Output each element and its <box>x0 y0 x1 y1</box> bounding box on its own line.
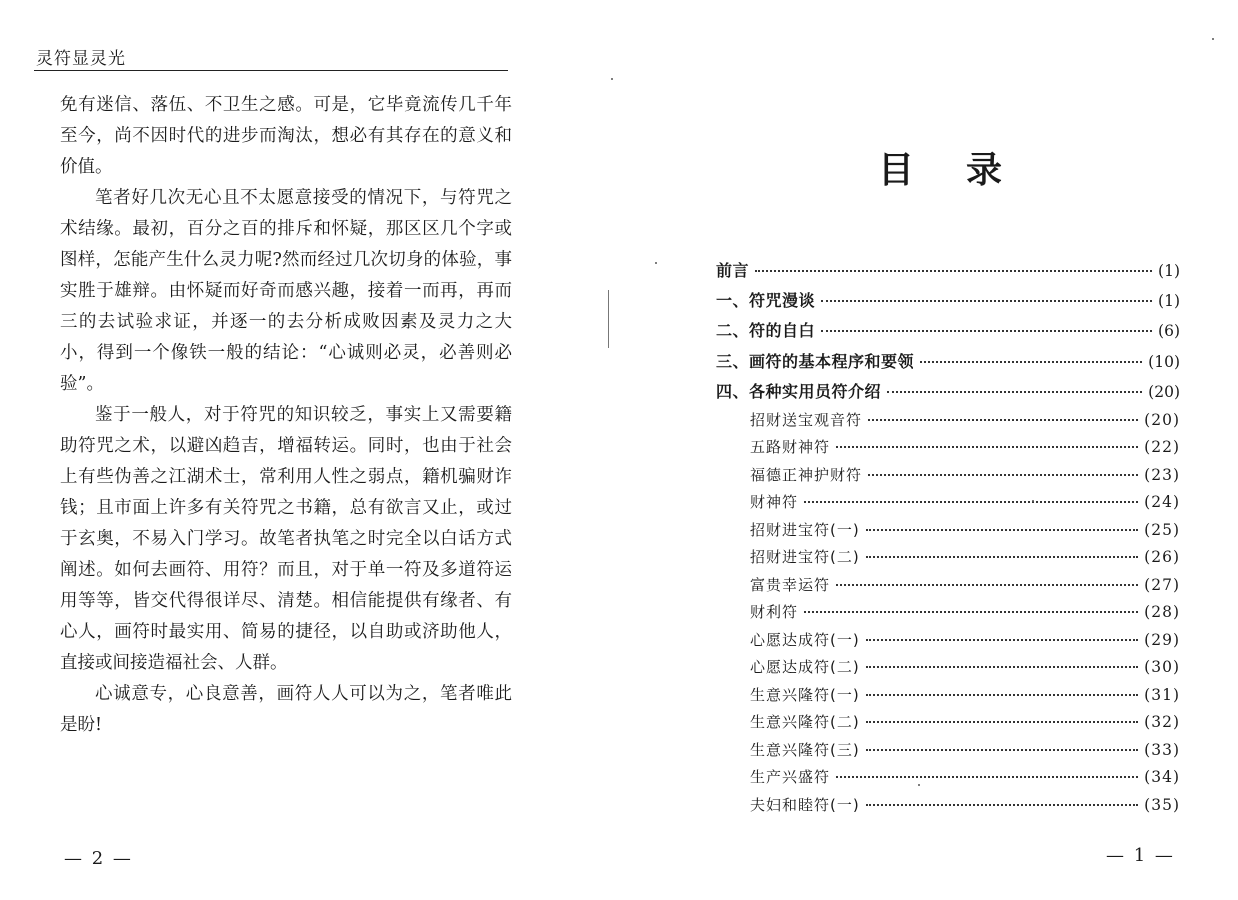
toc-entry-label: 心愿达成符(二) <box>750 658 860 677</box>
toc-leader-dots <box>866 804 1138 806</box>
toc-entry-label: 生意兴隆符(三) <box>750 740 860 759</box>
toc-entry <box>716 656 1180 684</box>
toc-leader-dots <box>836 776 1138 778</box>
table-of-contents <box>716 258 1180 821</box>
toc-entry-page: (34) <box>1144 768 1180 787</box>
toc-entry-page: (32) <box>1144 713 1180 732</box>
toc-entry <box>716 684 1180 712</box>
toc-entry <box>716 491 1180 519</box>
scan-speck <box>918 784 920 786</box>
toc-leader-dots <box>866 694 1138 696</box>
running-header: 灵符显灵光 <box>36 49 126 69</box>
toc-entry-label: 财利符 <box>750 603 799 622</box>
toc-entry-page: (33) <box>1144 740 1180 759</box>
toc-entry <box>716 318 1180 348</box>
toc-entry <box>716 601 1180 629</box>
paragraph: 免有迷信、落伍、不卫生之感。可是，它毕竟流传几千年至今，尚不因时代的进步而淘汰，想必有其存在的意义和价值。 <box>60 95 512 177</box>
toc-leader-dots <box>866 666 1138 668</box>
toc-entry-page: (20) <box>1144 410 1180 429</box>
toc-entry <box>716 409 1180 437</box>
page-number: — 2 — <box>64 848 133 869</box>
header-rule <box>34 70 508 71</box>
toc-entry-page: (30) <box>1144 658 1180 677</box>
toc-leader-dots <box>866 639 1138 641</box>
toc-entry-label: 前言 <box>716 261 750 280</box>
toc-entry <box>716 464 1180 492</box>
body-text <box>60 90 512 741</box>
toc-entry-label: 生产兴盛符 <box>750 768 831 787</box>
page-number: — 1 — <box>1106 845 1175 866</box>
toc-entry-label: 五路财神符 <box>750 438 831 457</box>
toc-leader-dots <box>836 446 1138 448</box>
toc-leader-dots <box>821 330 1152 332</box>
toc-leader-dots <box>866 556 1138 558</box>
toc-entry-label: 富贵幸运符 <box>750 575 831 594</box>
toc-entry-label: 二、符的自白 <box>716 321 816 341</box>
toc-entry-page: (29) <box>1144 630 1180 649</box>
toc-entry-page: (1) <box>1158 262 1180 280</box>
toc-entry <box>716 739 1180 767</box>
toc-entry-page: (1) <box>1158 292 1180 311</box>
toc-leader-dots <box>755 270 1152 272</box>
toc-entry-label: 招财进宝符(一) <box>750 520 860 539</box>
toc-entry-label: 夫妇和睦符(一) <box>750 795 860 814</box>
toc-entry-label: 四、各种实用员符介绍 <box>716 381 882 401</box>
page-title: 目录 <box>878 149 1055 191</box>
toc-entry-label: 生意兴隆符(一) <box>750 685 860 704</box>
toc-leader-dots <box>868 419 1138 421</box>
toc-leader-dots <box>866 721 1138 723</box>
toc-entry <box>716 288 1180 318</box>
toc-entry-page: (35) <box>1144 795 1180 814</box>
toc-leader-dots <box>887 391 1142 393</box>
toc-entry-page: (10) <box>1148 352 1180 371</box>
toc-entry-page: (25) <box>1144 520 1180 539</box>
toc-leader-dots <box>866 529 1138 531</box>
toc-entry-page: (31) <box>1144 685 1180 704</box>
toc-entry <box>716 258 1180 288</box>
toc-entry-page: (20) <box>1148 382 1180 401</box>
toc-entry-label: 财神符 <box>750 493 799 512</box>
binding-crease <box>608 290 609 348</box>
paragraph: 笔者好几次无心且不太愿意接受的情况下，与符咒之术结缘。最初，百分之百的排斥和怀疑，那区区几个字或图样，怎能产生什么灵力呢?然而经过几次切身的体验，事实胜于雄辩。由怀疑而好奇而感兴趣，接着一而再，再而三的去试验求证，并逐一的去分析成败因素及灵力之大小，得到一个像铁一般的结论：“心诚则必灵，必善则必验”。 <box>60 188 512 394</box>
toc-entry-label: 三、画符的基本程序和要领 <box>716 351 915 371</box>
toc-leader-dots <box>804 611 1138 613</box>
toc-entry-page: (24) <box>1144 493 1180 512</box>
toc-entry-label: 心愿达成符(一) <box>750 630 860 649</box>
toc-entry <box>716 349 1180 379</box>
toc-entry <box>716 711 1180 739</box>
toc-leader-dots <box>804 501 1138 503</box>
toc-entry <box>716 766 1180 794</box>
toc-leader-dots <box>866 749 1138 751</box>
toc-leader-dots <box>868 474 1138 476</box>
scan-speck <box>1032 500 1034 502</box>
right-page <box>620 0 1238 900</box>
toc-entry <box>716 794 1180 822</box>
toc-leader-dots <box>821 300 1152 302</box>
paragraph: 心诚意专，心良意善，画符人人可以为之，笔者唯此是盼! <box>60 684 512 735</box>
scan-speck <box>611 78 613 80</box>
toc-entry <box>716 379 1180 409</box>
toc-entry-label: 生意兴隆符(二) <box>750 713 860 732</box>
toc-entry-label: 福德正神护财符 <box>750 465 863 484</box>
scan-speck <box>655 262 657 264</box>
toc-entry-page: (27) <box>1144 575 1180 594</box>
toc-entry <box>716 574 1180 602</box>
paragraph: 鉴于一般人，对于符咒的知识较乏，事实上又需要籍助符咒之术，以避凶趋吉，增福转运。同时，也由于社会上有些伪善之江湖术士，常利用人性之弱点，籍机骗财诈钱；且市面上许多有关符咒之书籍，总有欲言又止，或过于玄奥，不易入门学习。故笔者执笔之时完全以白话方式阐述。如何去画符、用符？而且，对于单一符及多道符运用等等，皆交代得很详尽、清楚。相信能提供有缘者、有心人，画符时最实用、简易的捷径，以自助或济助他人，直接或间接造福社会、人群。 <box>60 405 512 673</box>
toc-entry-label: 招财送宝观音符 <box>750 410 863 429</box>
toc-entry-page: (22) <box>1144 438 1180 457</box>
toc-entry-page: (23) <box>1144 465 1180 484</box>
toc-entry <box>716 629 1180 657</box>
toc-entry-label: 招财进宝符(二) <box>750 548 860 567</box>
toc-leader-dots <box>836 584 1138 586</box>
toc-entry <box>716 519 1180 547</box>
toc-entry-page: (28) <box>1144 603 1180 622</box>
toc-entry-page: (26) <box>1144 548 1180 567</box>
toc-leader-dots <box>920 361 1142 363</box>
toc-entry <box>716 546 1180 574</box>
toc-entry-page: (6) <box>1158 322 1180 341</box>
toc-entry <box>716 436 1180 464</box>
scan-speck <box>1212 38 1214 40</box>
toc-entry-label: 一、符咒漫谈 <box>716 291 816 311</box>
